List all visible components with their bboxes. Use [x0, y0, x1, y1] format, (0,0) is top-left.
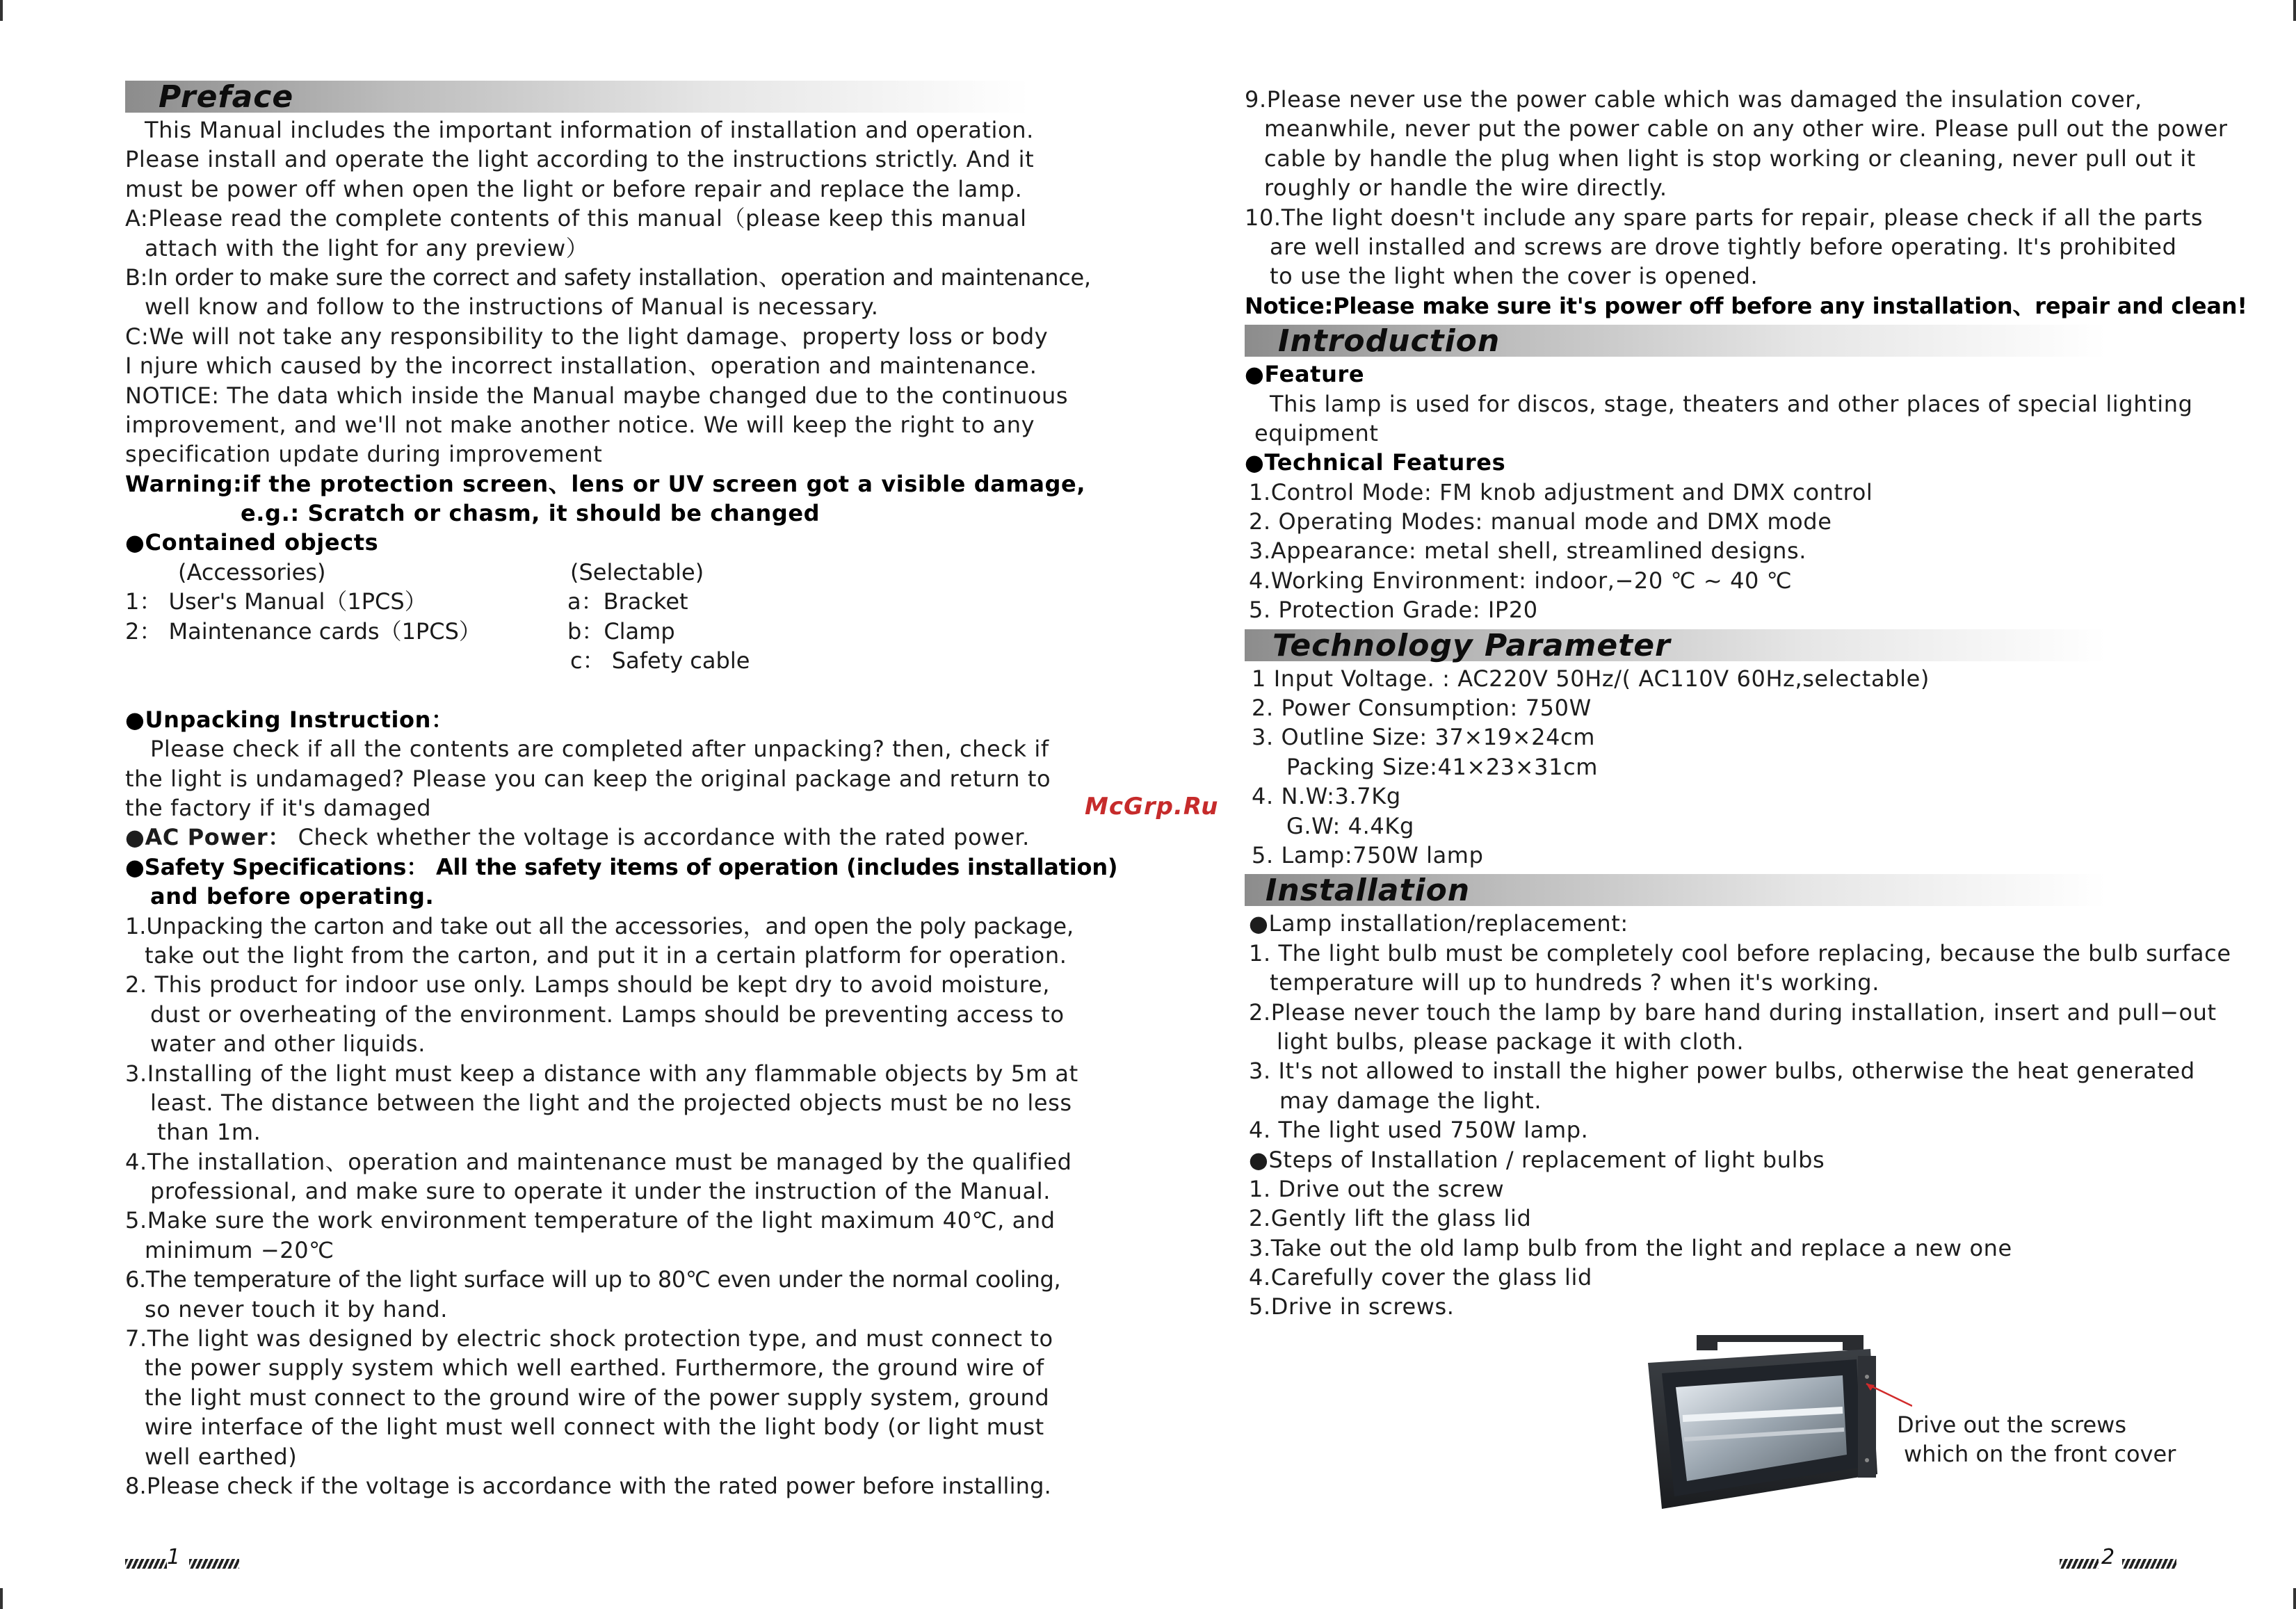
rule-line: least. The distance between the light and the projected objects must be no less	[150, 1089, 1072, 1116]
technology-parameter-heading	[1245, 629, 2107, 661]
technology-parameter-title: Technology Parameter	[1272, 627, 1671, 663]
parameter-item: 5. Lamp:750W lamp	[1252, 841, 1484, 868]
unpacking-line: the factory if it's damaged	[125, 794, 432, 821]
rule-line: 8.Please check if the voltage is accordance with the rated power before installing.	[125, 1472, 1052, 1499]
unpacking-heading: ●Unpacking Instruction：	[125, 706, 454, 733]
tech-feature-item: 2. Operating Modes: manual mode and DMX mode	[1249, 508, 1832, 535]
crop-mark	[2293, 1588, 2296, 1609]
figure-caption-line: which on the front cover	[1904, 1441, 2176, 1467]
rule-line: the light must connect to the ground wire of the power supply system, ground	[145, 1384, 1050, 1411]
notice-text: :Please make sure it's power off before any installation、repair and clean!	[1324, 292, 2247, 319]
parameter-item: Packing Size:41×23×31cm	[1286, 753, 1599, 780]
rule-line: cable by handle the plug when light is stop working or cleaning, never pull out it	[1264, 145, 2196, 172]
install-line: 1. The light bulb must be completely cool before replacing, because the bulb surface	[1249, 939, 2231, 967]
item-c-line: C:We will not take any responsibility to the light damage、property loss or body	[125, 323, 1049, 350]
safety-line: ●Safety Specifications： All the safety items of operation (includes installation)	[125, 853, 1118, 880]
rule-line: professional, and make sure to operate it under the instruction of the Manual.	[150, 1178, 1051, 1205]
rule-line: dust or overheating of the environment. Lamps should be preventing access to	[150, 1001, 1065, 1028]
figure-caption-line: Drive out the screws	[1897, 1412, 2126, 1438]
crop-mark	[0, 1588, 3, 1609]
intro-line: Please install and operate the light according to the instructions strictly. And it	[125, 146, 1035, 173]
tech-features-heading: ●Technical Features	[1245, 449, 1506, 476]
rule-line: meanwhile, never put the power cable on any other wire. Please pull out the power	[1264, 115, 2228, 143]
accessories-header: (Accessories)	[178, 558, 326, 585]
ac-power-label: ●AC Power：	[125, 824, 291, 851]
install-line: temperature will up to hundreds ? when it's working.	[1270, 969, 1879, 996]
ac-power-line	[125, 823, 1057, 852]
warning-line: e.g.: Scratch or chasm, it should be changed	[241, 500, 820, 527]
contained-objects-heading: ●Contained objects	[125, 529, 379, 556]
selectable-item: c： Safety cable	[570, 647, 750, 674]
accessory-item: 2： Maintenance cards（1PCS）	[125, 617, 481, 645]
notice-line	[1245, 291, 2247, 321]
rule-line: 3.Installing of the light must keep a distance with any flammable objects by 5m at	[125, 1060, 1078, 1087]
page-1-footer	[125, 1545, 243, 1570]
item-c-line: I njure which caused by the incorrect installation、operation and maintenance.	[125, 353, 1037, 380]
watermark: McGrp.Ru	[1085, 793, 1219, 820]
install-line: 4. The light used 750W lamp.	[1249, 1117, 1589, 1144]
tech-feature-item: 1.Control Mode: FM knob adjustment and DMX control	[1249, 478, 1873, 506]
spacer	[125, 675, 1057, 704]
rule-line: than 1m.	[157, 1119, 261, 1146]
rule-line: wire interface of the light must well connect with the light body (or light must	[145, 1414, 1044, 1441]
installation-heading	[1245, 873, 2107, 909]
notice-label: Notice	[1245, 292, 1325, 319]
step-item: 1. Drive out the screw	[1249, 1175, 1505, 1202]
tech-feature-item: 3.Appearance: metal shell, streamlined designs.	[1249, 537, 1807, 565]
parameter-item: 4. N.W:3.7Kg	[1252, 783, 1401, 810]
rule-line: well earthed)	[145, 1443, 298, 1470]
rule-line: 5.Make sure the work environment temperature of the light maximum 40℃, and	[125, 1207, 1056, 1234]
accessory-item: 1： User's Manual（1PCS）	[125, 588, 427, 615]
feature-line: equipment	[1254, 419, 1379, 446]
safety-line: and before operating.	[150, 883, 435, 910]
footer-stripe	[125, 1559, 167, 1569]
rule-line: water and other liquids.	[150, 1030, 426, 1058]
item-a-line: A:Please read the complete contents of this manual（please keep this manual	[125, 205, 1027, 232]
footer-stripe	[2060, 1559, 2099, 1569]
parameter-item: 1 Input Voltage. : AC220V 50Hz/( AC110V 60Hz,selectable)	[1252, 665, 1930, 692]
rule-line: 1.Unpacking the carton and take out all the accessories，and open the poly package,	[125, 912, 1074, 939]
steps-heading: ●Steps of Installation / replacement of light bulbs	[1249, 1146, 1825, 1173]
crop-mark	[2293, 0, 2296, 21]
installation-title: Installation	[1266, 873, 1471, 909]
preface-heading	[125, 81, 1029, 113]
footer-stripe	[2122, 1559, 2176, 1569]
page-2-footer	[2060, 1545, 2178, 1570]
step-item: 2.Gently lift the glass lid	[1249, 1205, 1532, 1232]
item-b-line: well know and follow to the instructions of Manual is necessary.	[145, 293, 879, 321]
feature-heading: ●Feature	[1245, 361, 1365, 388]
warning-line: Warning:if the protection screen、lens or UV screen got a visible damage,	[125, 470, 1086, 497]
rule-line: are well installed and screws are drove tightly before operating. It's prohibited	[1270, 233, 2177, 260]
rule-line: 2. This product for indoor use only. Lamps should be kept dry to avoid moisture,	[125, 971, 1050, 998]
install-line: 2.Please never touch the lamp by bare hand during installation, insert and pull−out	[1249, 998, 2217, 1026]
figure-caption	[1897, 1410, 2176, 1469]
rule-line: so never touch it by hand.	[145, 1295, 448, 1323]
crop-mark	[0, 0, 3, 21]
tech-feature-item: 4.Working Environment: indoor,−20 ℃ ~ 40 ℃	[1249, 567, 1793, 594]
notice-line: improvement, and we'll not make another notice. We will keep the right to any	[125, 411, 1035, 438]
rule-line: take out the light from the carton, and put it in a certain platform for operation.	[145, 941, 1067, 969]
rule-line: minimum −20℃	[145, 1236, 334, 1263]
selectable-item: b：Clamp	[567, 617, 675, 645]
rule-line: 9.Please never use the power cable which was damaged the insulation cover,	[1245, 86, 2142, 113]
parameter-item: 2. Power Consumption: 750W	[1252, 695, 1592, 722]
introduction-title: Introduction	[1278, 323, 1501, 359]
intro-line: must be power off when open the light or before repair and replace the lamp.	[125, 175, 1023, 202]
install-line: light bulbs, please package it with cloth.	[1277, 1028, 1745, 1055]
selectable-header: (Selectable)	[570, 558, 704, 585]
item-b-line: B:In order to make sure the correct and safety installation、operation and maintenance,	[125, 264, 1091, 291]
parameter-item: 3. Outline Size: 37×19×24cm	[1252, 724, 1596, 751]
rule-line: 7.The light was designed by electric shock protection type, and must connect to	[125, 1325, 1053, 1352]
rule-line: roughly or handle the wire directly.	[1264, 175, 1667, 202]
notice-line: NOTICE: The data which inside the Manual maybe changed due to the continuous	[125, 382, 1069, 409]
footer-stripe	[189, 1559, 239, 1569]
intro-line: This Manual includes the important information of installation and operation.	[145, 117, 1034, 143]
rule-line: the power supply system which well earthed. Furthermore, the ground wire of	[145, 1355, 1044, 1382]
introduction-heading	[1245, 325, 2107, 357]
preface-title: Preface	[159, 79, 294, 115]
step-item: 5.Drive in screws.	[1249, 1293, 1455, 1320]
selectable-item: a：Bracket	[567, 588, 688, 615]
unpacking-line: Please check if all the contents are completed after unpacking? then, check if	[150, 736, 1049, 763]
notice-line: specification update during improvement	[125, 441, 603, 468]
rule-line: to use the light when the cover is opened.	[1270, 263, 1759, 290]
accessory-row	[125, 587, 1057, 616]
install-line: may damage the light.	[1279, 1087, 1542, 1114]
rule-line: 10.The light doesn't include any spare parts for repair, please check if all the parts	[1245, 204, 2204, 231]
accessories-header-row	[125, 558, 1057, 587]
step-item: 4.Carefully cover the glass lid	[1249, 1264, 1592, 1291]
page-2	[1245, 85, 2247, 1322]
page-number: 1	[167, 1545, 181, 1569]
rule-line: 4.The installation、operation and maintenance must be managed by the qualified	[125, 1148, 1072, 1175]
item-a-line: attach with the light for any preview）	[145, 234, 589, 261]
page-1	[125, 76, 1118, 1501]
step-item: 3.Take out the old lamp bulb from the light and replace a new one	[1249, 1234, 2012, 1261]
rule-line: 6.The temperature of the light surface will up to 80℃ even under the normal cooling,	[125, 1266, 1061, 1293]
parameter-item: G.W: 4.4Kg	[1286, 812, 1414, 839]
install-line: 3. It's not allowed to install the higher power bulbs, otherwise the heat generated	[1249, 1058, 2195, 1085]
accessory-row	[125, 617, 1057, 646]
lamp-install-heading: ●Lamp installation/replacement:	[1249, 910, 1628, 937]
ac-power-text: Check whether the voltage is accordance with the rated power.	[298, 824, 1030, 851]
tech-feature-item: 5. Protection Grade: IP20	[1249, 597, 1538, 624]
unpacking-line: the light is undamaged? Please you can keep the original package and return to	[125, 765, 1051, 792]
feature-line: This lamp is used for discos, stage, theaters and other places of special lighting	[1270, 390, 2193, 417]
accessory-row	[125, 646, 1057, 675]
page-number: 2	[2101, 1545, 2115, 1569]
strobe-light-image	[1634, 1335, 1912, 1516]
